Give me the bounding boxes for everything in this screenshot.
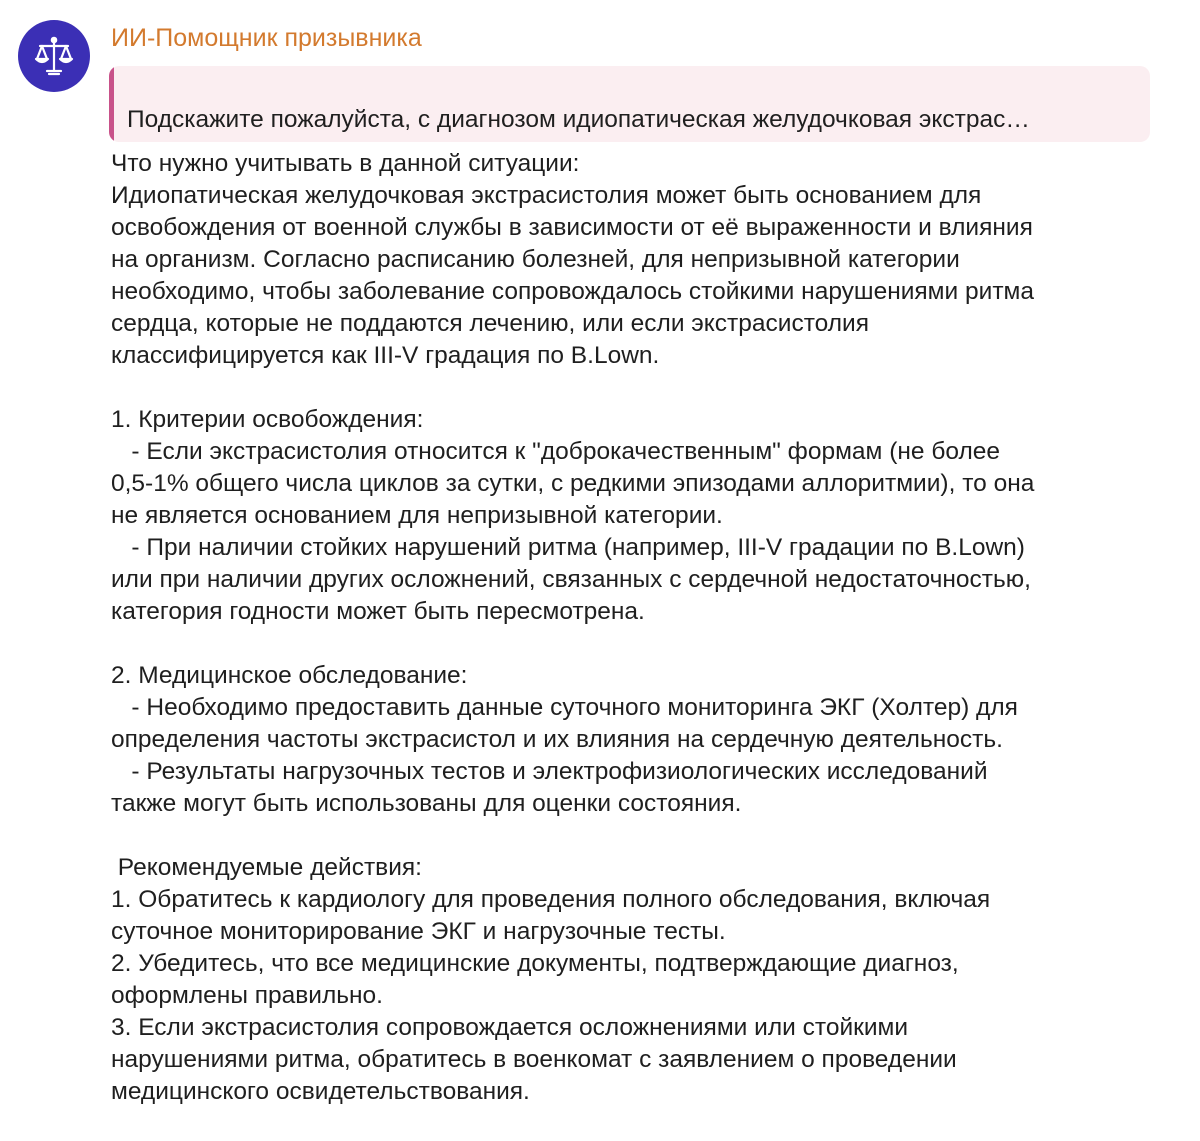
sender-name[interactable]: ИИ-Помощник призывника — [111, 24, 422, 52]
message-line: также могут быть использованы для оценки состояния. — [111, 790, 742, 817]
message-line: определения частоты экстрасистол и их влияния на сердечную деятельность. — [111, 726, 1003, 753]
message-line — [111, 372, 1171, 404]
reply-accent-bar — [109, 66, 114, 142]
message-line: 2. Медицинское обследование: — [111, 662, 468, 689]
message-line: 1. Критерии освобождения: — [111, 406, 424, 433]
message-line: суточное мониторирование ЭКГ и нагрузочные тесты. — [111, 918, 726, 945]
message-line: Идиопатическая желудочковая экстрасистолия может быть основанием для — [111, 182, 982, 209]
message-line: сердца, которые не поддаются лечению, или если экстрасистолия — [111, 310, 869, 337]
message-line: Рекомендуемые действия: — [111, 854, 422, 881]
message-line: на организм. Согласно расписанию болезней, для непризывной категории — [111, 246, 960, 273]
scales-of-justice-icon — [31, 33, 77, 79]
message-line: категория годности может быть пересмотрена. — [111, 598, 645, 625]
message-line: классифицируется как III-V градация по B.Lown. — [111, 342, 660, 369]
message-line: нарушениями ритма, обратитесь в военкомат с заявлением о проведении — [111, 1046, 957, 1073]
message-line: - Если экстрасистолия относится к "доброкачественным" формам (не более — [111, 438, 1000, 465]
message-line: 2. Убедитесь, что все медицинские документы, подтверждающие диагноз, — [111, 950, 959, 977]
message-line: или при наличии других осложнений, связанных с сердечной недостаточностью, — [111, 566, 1031, 593]
reply-quote-text: Подскажите пожалуйста, с диагнозом идиопатическая желудочковая экстрас… — [127, 106, 1030, 133]
message-line: оформлены правильно. — [111, 982, 383, 1009]
message-line: 3. Если экстрасистолия сопровождается осложнениями или стойкими — [111, 1014, 909, 1041]
reply-quote[interactable] — [109, 66, 1150, 142]
message-line: не является основанием для непризывной категории. — [111, 502, 723, 529]
message-line: 1. Обратитесь к кардиологу для проведения полного обследования, включая — [111, 886, 991, 913]
message-line: - Результаты нагрузочных тестов и электрофизиологических исследований — [111, 758, 988, 785]
message-line — [111, 820, 1171, 852]
message-line: - При наличии стойких нарушений ритма (например, III-V градации по B.Lown) — [111, 534, 1025, 561]
message-line: освобождения от военной службы в зависимости от её выраженности и влияния — [111, 214, 1033, 241]
message-line: Что нужно учитывать в данной ситуации: — [111, 150, 580, 177]
message-line: необходимо, чтобы заболевание сопровождалось стойкими нарушениями ритма — [111, 278, 1035, 305]
message-body — [111, 148, 1171, 1108]
message-line: медицинского освидетельствования. — [111, 1078, 530, 1105]
message-line: 0,5-1% общего числа циклов за сутки, с редкими эпизодами аллоритмии), то она — [111, 470, 1035, 497]
bot-avatar[interactable] — [18, 20, 90, 92]
message-line — [111, 628, 1171, 660]
message-line: - Необходимо предоставить данные суточного мониторинга ЭКГ (Холтер) для — [111, 694, 1018, 721]
